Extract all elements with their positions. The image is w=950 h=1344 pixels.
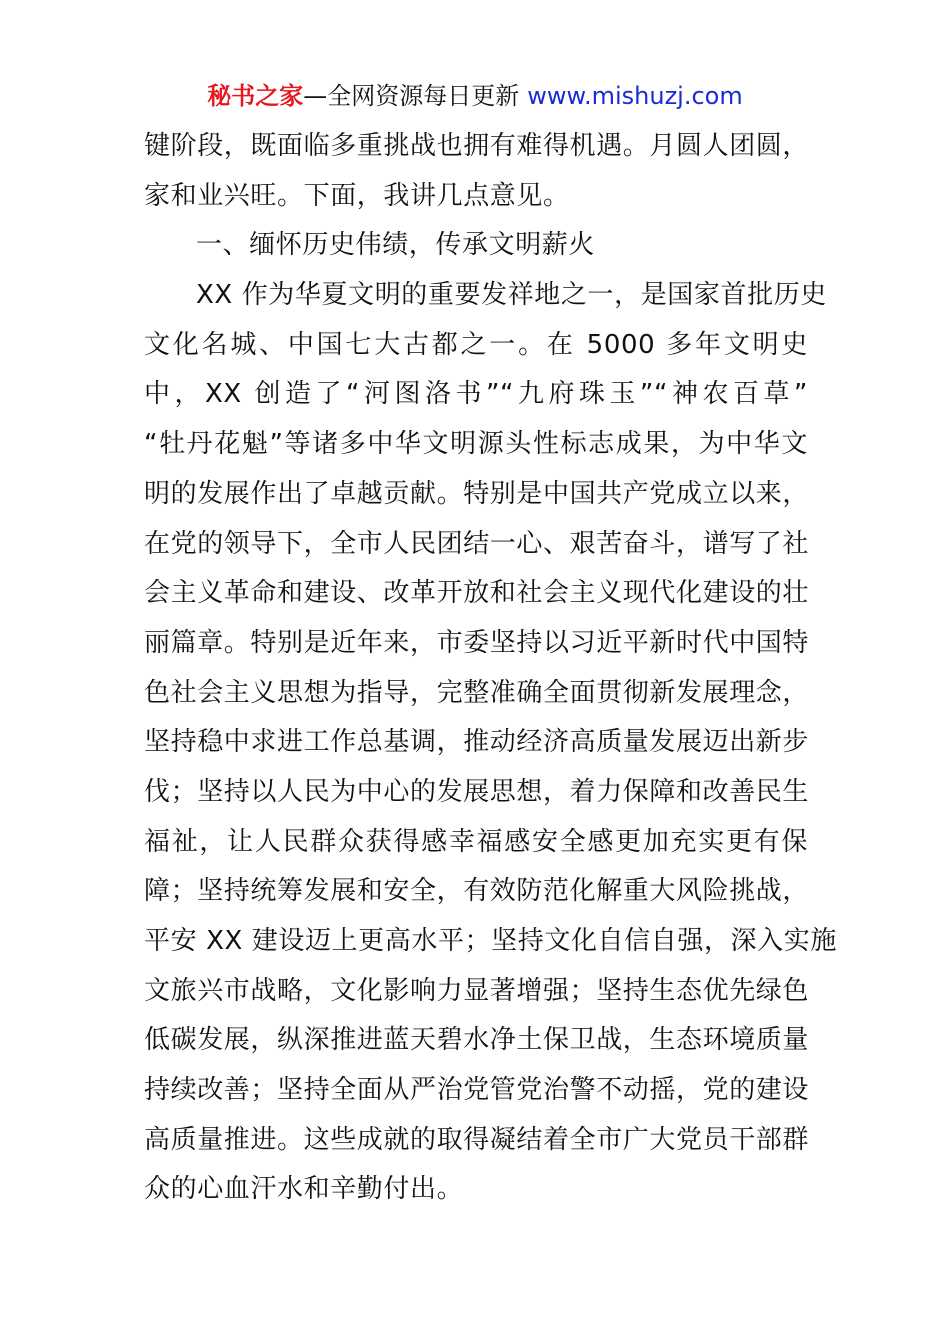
text-line: 色社会主义思想为指导，完整准确全面贯彻新发展理念， <box>144 677 810 708</box>
text-line: 会主义革命和建设、改革开放和社会主义现代化建设的壮 <box>144 578 810 609</box>
text-line: 坚持稳中求进工作总基调，推动经济高质量发展迈出新步 <box>144 727 810 758</box>
document-body <box>144 122 837 1215</box>
text-line: 丽篇章。特别是近年来，市委坚持以习近平新时代中国特 <box>144 627 810 658</box>
paragraph-start: XX 作为华夏文明的重要发祥地之一，是国家首批历史 <box>196 280 827 311</box>
text-line: 在党的领导下，全市人民团结一心、艰苦奋斗，谱写了社 <box>144 528 810 559</box>
text-line: 文化名城、中国七大古都之一。在 5000 多年文明史 <box>144 329 808 360</box>
brand-name: 秘书之家 <box>207 82 304 110</box>
text-line: 伐；坚持以人民为中心的发展思想，着力保障和改善民生 <box>144 776 810 807</box>
text-line: 低碳发展，纵深推进蓝天碧水净土保卫战，生态环境质量 <box>144 1025 810 1056</box>
text-line: “牡丹花魁”等诸多中华文明源头性标志成果，为中华文 <box>144 429 808 460</box>
text-line: 文旅兴市战略，文化影响力显著增强；坚持生态优先绿色 <box>144 975 810 1006</box>
text-line: 平安 XX 建设迈上更高水平；坚持文化自信自强，深入实施 <box>144 926 837 956</box>
text-line: 中，XX 创造了“河图洛书”“九府珠玉”“神农百草” <box>144 379 808 410</box>
text-line: 高质量推进。这些成就的取得凝结着全市广大党员干部群 <box>144 1124 810 1155</box>
text-line: 键阶段，既面临多重挑战也拥有难得机遇。月圆人团圆， <box>144 131 810 161</box>
website-link[interactable]: www.mishuzj.com <box>527 82 743 110</box>
header-tagline: —全网资源每日更新 <box>303 82 520 110</box>
page-header <box>0 80 950 112</box>
text-line: 福祉，让人民群众获得感幸福感安全感更加充实更有保 <box>144 826 808 857</box>
text-line: 家和业兴旺。下面，我讲几点意见。 <box>144 180 570 211</box>
text-line: 持续改善；坚持全面从严治党管党治警不动摇，党的建设 <box>144 1075 810 1106</box>
section-heading: 一、缅怀历史伟绩，传承文明薪火 <box>196 230 596 261</box>
text-line: 众的心血汗水和辛勤付出。 <box>144 1174 464 1205</box>
text-line: 障；坚持统筹发展和安全，有效防范化解重大风险挑战， <box>144 876 810 907</box>
text-line: 明的发展作出了卓越贡献。特别是中国共产党成立以来， <box>144 478 810 509</box>
